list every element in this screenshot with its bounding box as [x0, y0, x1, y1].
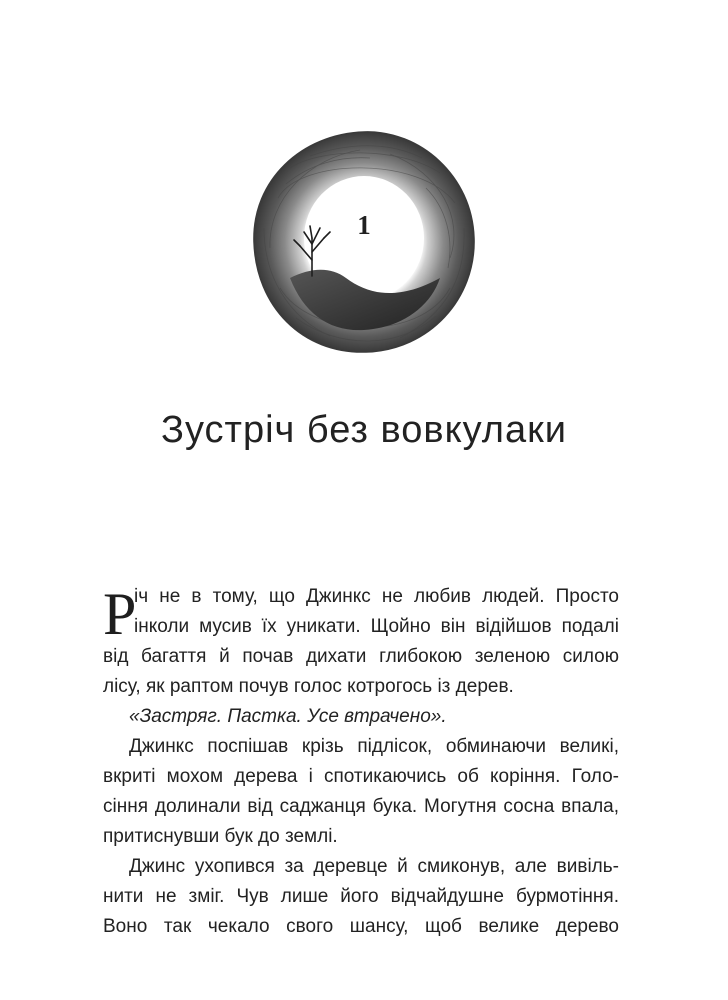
text-line: Воно так чекало свого шансу, щоб велике дерево: [103, 916, 619, 937]
chapter-number: 1: [357, 210, 371, 240]
chapter-emblem-illustration: [250, 128, 478, 356]
drop-cap-letter: Р: [103, 581, 137, 647]
text-line: іч не в тому, що Джинкс не любив людей. Просто: [134, 586, 619, 607]
text-line: нити не зміг. Чув лише його відчайдушне бурмотіння.: [103, 886, 619, 907]
text-line: сіння долинали від саджанця бука. Могутня сосна впала,: [103, 796, 619, 817]
chapter-title: Зустріч без вовкулаки: [161, 409, 567, 451]
chapter-body-text: [103, 582, 619, 942]
first-paragraph: [103, 582, 619, 702]
text-line: від багаття й почав дихати глибокою зеленою силою: [103, 646, 619, 667]
text-line: вкриті мохом дерева і спотикаючись об коріння. Голо-: [103, 766, 619, 787]
text-line: інколи мусив їх уникати. Щойно він відійшов подалі: [134, 616, 619, 637]
italic-quote-line: «Застряг. Пастка. Усе втрачено».: [129, 706, 447, 727]
text-line: Джинкс поспішав крізь підлісок, обминаючи великі,: [129, 736, 619, 757]
text-line: притиснувши бук до землі.: [103, 826, 338, 847]
text-line: Джинс ухопився за деревце й смиконув, але вивіль-: [129, 856, 619, 877]
tree-ring-illustration: [250, 128, 478, 356]
text-line: лісу, як раптом почув голос котрогось із дерев.: [103, 676, 514, 697]
